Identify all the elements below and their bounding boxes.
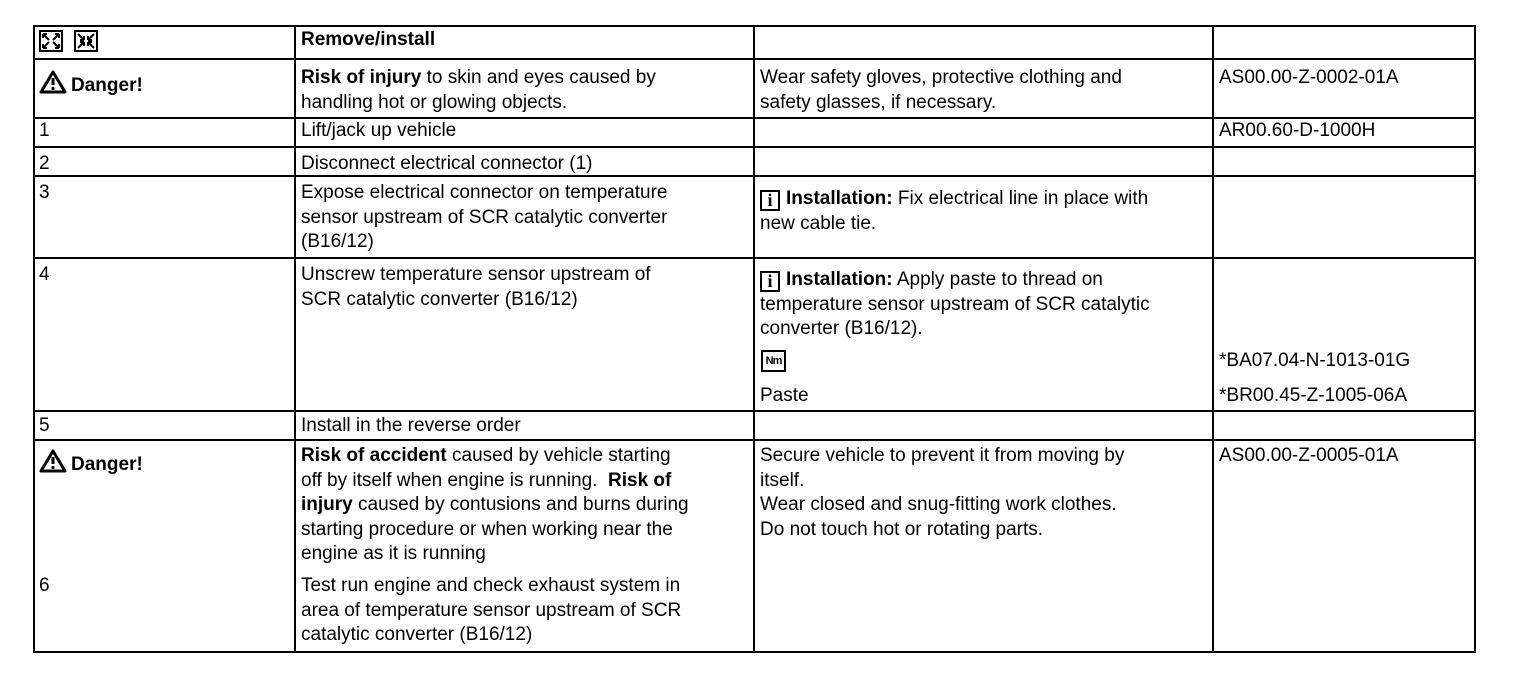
nm-icon: Nm — [761, 350, 786, 372]
danger1-description — [301, 66, 656, 115]
paste-label: Paste — [760, 385, 809, 406]
danger2-bold2a: Risk of — [608, 469, 672, 491]
col-divider — [753, 25, 755, 653]
step-text-line: Unscrew temperature sensor upstream of — [301, 264, 651, 285]
danger2-measure-line1: Secure vehicle to prevent it from moving by — [760, 445, 1125, 466]
step-text-line: area of temperature sensor upstream of SCR — [301, 599, 682, 621]
header-icons — [39, 29, 98, 54]
step-text: Lift/jack up vehicle — [301, 120, 457, 141]
danger2-bold2b: injury — [301, 494, 353, 515]
danger1-text-line1: to skin and eyes caused by — [421, 67, 656, 88]
danger2-bold1: Risk of accident — [301, 445, 447, 466]
danger1-bold: Risk of injury — [301, 67, 422, 88]
warning-triangle-icon — [39, 70, 67, 94]
step-text-line: (B16/12) — [301, 231, 374, 252]
torque-ref: *BA07.04-N-1013-01G — [1219, 350, 1411, 371]
danger2-measure-line2: itself. — [760, 469, 805, 491]
paste-ref: *BR00.45-Z-1005-06A — [1219, 385, 1407, 406]
step-text-line: Expose electrical connector on temperature — [301, 182, 668, 203]
danger2-line4: starting procedure or when working near the — [301, 518, 673, 540]
step-number: 5 — [39, 415, 50, 436]
col-divider — [1212, 25, 1214, 653]
danger-label — [39, 449, 143, 478]
info-icon: i — [760, 190, 780, 211]
step-text: Disconnect electrical connector (1) — [301, 153, 593, 174]
note-bold: Installation: — [786, 269, 893, 290]
note-line1: Fix electrical line in place with — [892, 188, 1149, 209]
danger1-measure-line1: Wear safety gloves, protective clothing and — [760, 67, 1122, 88]
step-text-line: SCR catalytic converter (B16/12) — [301, 288, 578, 310]
step-text-line: catalytic converter (B16/12) — [301, 624, 533, 645]
step-text — [301, 574, 681, 648]
danger2-line2: off by itself when engine is running. — [301, 469, 598, 491]
installation-note — [760, 187, 1148, 236]
danger1-measure — [760, 66, 1122, 115]
installation-note — [760, 268, 1150, 342]
col-divider — [33, 25, 35, 653]
note-line3: converter (B16/12). — [760, 318, 923, 339]
step-text-line: Test run engine and check exhaust system in — [301, 575, 681, 596]
danger2-measure-line4: Do not touch hot or rotating parts. — [760, 518, 1044, 540]
danger1-ref: AS00.00-Z-0002-01A — [1219, 67, 1399, 88]
col-divider — [1474, 25, 1476, 653]
info-icon: i — [760, 271, 780, 292]
collapse-arrows-icon — [74, 30, 98, 52]
note-line2: temperature sensor upstream of SCR catalytic — [760, 293, 1150, 315]
note-line2: new cable tie. — [760, 212, 877, 234]
danger1-measure-line2: safety glasses, if necessary. — [760, 91, 997, 113]
danger2-measure-line3: Wear closed and snug-fitting work clothes. — [760, 494, 1117, 515]
warning-triangle-icon — [39, 449, 67, 473]
procedure-table — [33, 25, 1476, 653]
step-number: 2 — [39, 153, 50, 174]
danger-text: Danger! — [71, 75, 143, 96]
col-divider — [294, 25, 296, 653]
danger2-description — [301, 444, 689, 567]
danger-text: Danger! — [71, 454, 143, 475]
danger2-measure — [760, 444, 1124, 542]
step-ref: AR00.60-D-1000H — [1219, 120, 1376, 141]
step-text: Install in the reverse order — [301, 415, 521, 436]
danger1-text-line2: handling hot or glowing objects. — [301, 91, 568, 113]
step-number: 3 — [39, 182, 50, 203]
danger2-line1: caused by vehicle starting — [446, 445, 671, 466]
note-line1: Apply paste to thread on — [892, 269, 1103, 290]
danger2-ref: AS00.00-Z-0005-01A — [1219, 445, 1399, 466]
step-text — [301, 181, 667, 255]
step-number: 1 — [39, 120, 50, 141]
expand-arrows-icon — [39, 30, 63, 52]
page-title: Remove/install — [301, 29, 436, 50]
danger2-line5: engine as it is running — [301, 543, 486, 564]
note-bold: Installation: — [786, 188, 893, 209]
step-text-line: sensor upstream of SCR catalytic converter — [301, 206, 668, 228]
step-number: 4 — [39, 264, 50, 285]
danger2-line3: caused by contusions and burns during — [352, 494, 689, 515]
step-text — [301, 263, 651, 312]
danger-label — [39, 70, 143, 99]
step-number: 6 — [39, 575, 50, 596]
torque-icon — [761, 347, 786, 372]
